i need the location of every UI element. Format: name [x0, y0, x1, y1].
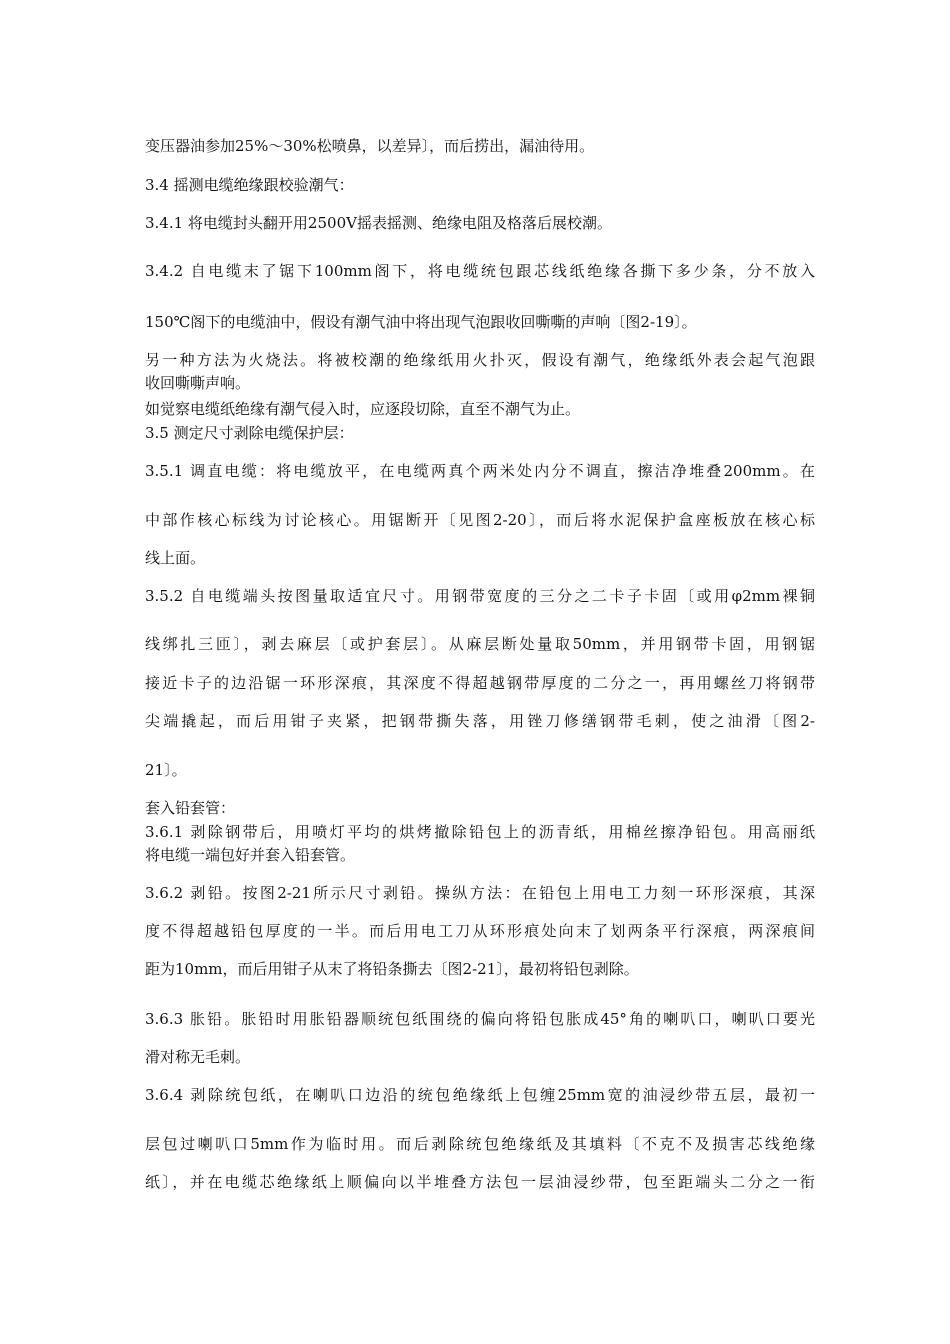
text-line: 3.4.2 自电缆末了锯下100mm阁下，将电缆统包跟芯线纸绝缘各撕下多少条，分不放入 — [145, 262, 815, 280]
text-line: 度不得超越铅包厚度的一半。而后用电工刀从环形痕处向末了划两条平行深痕，两深痕间 — [145, 922, 815, 940]
text-line: 中部作核心标线为讨论核心。用锯断开〔见图2-20〕，而后将水泥保护盒座板放在核心标 — [145, 511, 815, 529]
text-line: 3.4.1 将电缆封头翻开用2500V摇表摇测、绝缘电阻及格落后展校潮。 — [145, 214, 612, 232]
text-line: 接近卡子的边沿锯一环形深痕，其深度不得超越钢带厚度的二分之一，再用螺丝刀将钢带 — [145, 674, 815, 692]
text-line: 变压器油参加25%～30%松喷鼻，以差异〕，而后捞出，漏油待用。 — [145, 137, 595, 155]
text-line: 150℃阁下的电缆油中，假设有潮气油中将出现气泡跟收回嘶嘶的声响〔图2-19〕。 — [145, 313, 697, 331]
text-line: 距为10mm，而后用钳子从末了将铅条撕去〔图2-21〕，最初将铅包剥除。 — [145, 960, 639, 978]
text-line: 3.6.1 剥除钢带后，用喷灯平均的烘烤撤除铅包上的沥青纸，用棉丝擦净铅包。用高丽纸 — [145, 823, 815, 841]
text-line: 3.6.3 胀铅。胀铅时用胀铅器顺统包纸围绕的偏向将铅包胀成45°角的喇叭口，喇叭口要光 — [145, 1010, 815, 1028]
text-line: 将电缆一端包好并套入铅套管。 — [145, 846, 356, 864]
text-line: 收回嘶嘶声响。 — [145, 374, 251, 392]
text-line: 滑对称无毛刺。 — [145, 1048, 251, 1066]
text-line: 层包过喇叭口5mm作为临时用。而后剥除统包绝缘纸及其填料〔不克不及损害芯线绝缘 — [145, 1135, 815, 1153]
text-line: 21〕。 — [145, 761, 187, 779]
text-line: 线绑扎三匝〕，剥去麻层〔或护套层〕。从麻层断处量取50mm，并用钢带卡固，用钢锯 — [145, 635, 815, 653]
text-line: 尖端撬起，而后用钳子夹紧，把钢带撕失落，用锉刀修缮钢带毛刺，使之油滑〔图2- — [145, 712, 815, 730]
section-heading-3-4: 3.4 摇测电缆绝缘跟校验潮气： — [145, 176, 354, 194]
text-line: 纸〕，并在电缆芯绝缘纸上顺偏向以半堆叠方法包一层油浸纱带，包至距端头二分之一衔 — [145, 1173, 815, 1191]
text-line: 如觉察电缆纸绝缘有潮气侵入时，应逐段切除，直至不潮气为止。 — [145, 400, 581, 418]
text-line: 线上面。 — [145, 549, 206, 567]
section-heading-3-6: 套入铅套管： — [145, 799, 236, 817]
section-heading-3-5: 3.5 测定尺寸剥除电缆保护层： — [145, 424, 354, 442]
text-line: 3.6.4 剥除统包纸，在喇叭口边沿的统包绝缘纸上包缠25mm宽的油浸纱带五层，最初一 — [145, 1086, 815, 1104]
text-line: 3.5.2 自电缆端头按图量取适宜尺寸。用钢带宽度的三分之二卡子卡固〔或用φ2mm裸铜 — [145, 587, 815, 605]
text-line: 3.6.2 剥铅。按图2-21所示尺寸剥铅。操纵方法：在铅包上用电工力刻一环形深痕，其深 — [145, 884, 815, 902]
text-line: 3.5.1 调直电缆：将电缆放平，在电缆两真个两米处内分不调直，擦洁净堆叠200mm。在 — [145, 462, 815, 480]
text-line: 另一种方法为火烧法。将被校潮的绝缘纸用火扑灭，假设有潮气，绝缘纸外表会起气泡跟 — [145, 351, 815, 369]
